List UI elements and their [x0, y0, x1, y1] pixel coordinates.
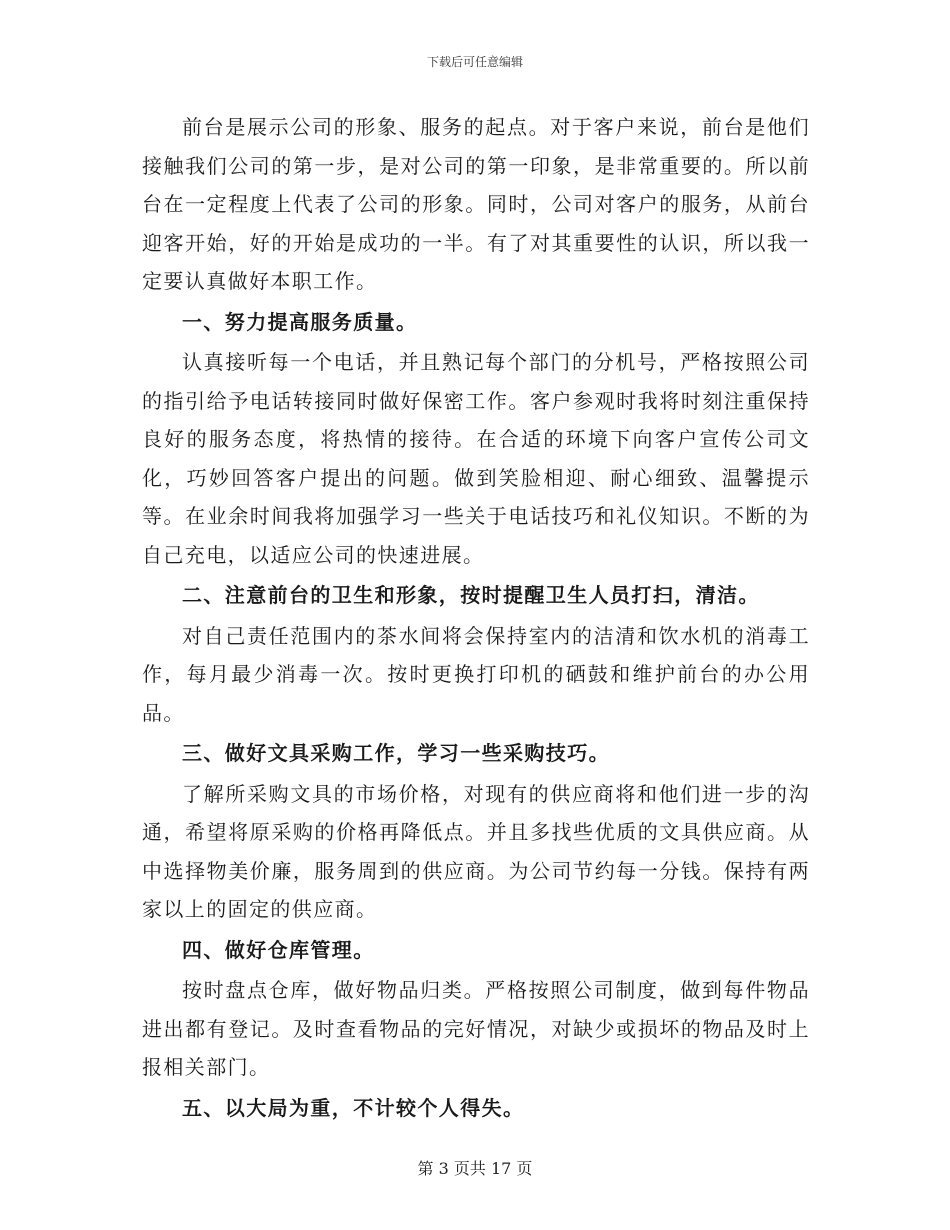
intro-paragraph: 前台是展示公司的形象、服务的起点。对于客户来说，前台是他们接触我们公司的第一步，是对公司的第一印象，是非常重要的。所以前台在一定程度上代表了公司的形象。同时，公司对客户的服务，从前台迎客开始，好的开始是成功的一半。有了对其重要性的认识，所以我一定要认真做好本职工作。 [142, 115, 810, 293]
section-paragraph-1: 认真接听每一个电话，并且熟记每个部门的分机号，严格按照公司的指引给予电话转接同时做好保密工作。客户参观时我将时刻注重保持良好的服务态度，将热情的接待。在合适的环境下向客户宣传公司文化，巧妙回答客户提出的问题。做到笑脸相迎、耐心细致、温馨提示等。在业余时间我将加强学习一些关于电话技巧和礼仪知识。不断的为自己充电，以适应公司的快速进展。 [142, 350, 810, 567]
document-body [142, 108, 810, 1129]
section-paragraph-3: 了解所采购文具的市场价格，对现有的供应商将和他们进一步的沟通，希望将原采购的价格再降低点。并且多找些优质的文具供应商。从中选择物美价廉，服务周到的供应商。为公司节约每一分钱。保持有两家以上的固定的供应商。 [142, 781, 810, 921]
section-heading-3: 三、做好文具采购工作，学习一些采购技巧。 [182, 741, 610, 765]
section-heading-4: 四、做好仓库管理。 [182, 937, 375, 962]
section-heading-5: 五、以大局为重，不计较个人得失。 [182, 1095, 525, 1120]
section-heading-2: 二、注意前台的卫生和形象，按时提醒卫生人员打扫，清洁。 [182, 583, 760, 607]
page-number-footer: 第 3 页共 17 页 [417, 1159, 533, 1178]
section-paragraph-4: 按时盘点仓库，做好物品归类。严格按照公司制度，做到每件物品进出都有登记。及时查看物品的完好情况，对缺少或损坏的物品及时上报相关部门。 [142, 978, 810, 1079]
section-heading-1: 一、努力提高服务质量。 [182, 309, 418, 334]
section-paragraph-2: 对自己责任范围内的茶水间将会保持室内的洁清和饮水机的消毒工作，每月最少消毒一次。按时更换打印机的硒鼓和维护前台的办公用品。 [142, 623, 810, 725]
page-header-note: 下载后可任意编辑 [426, 55, 523, 69]
